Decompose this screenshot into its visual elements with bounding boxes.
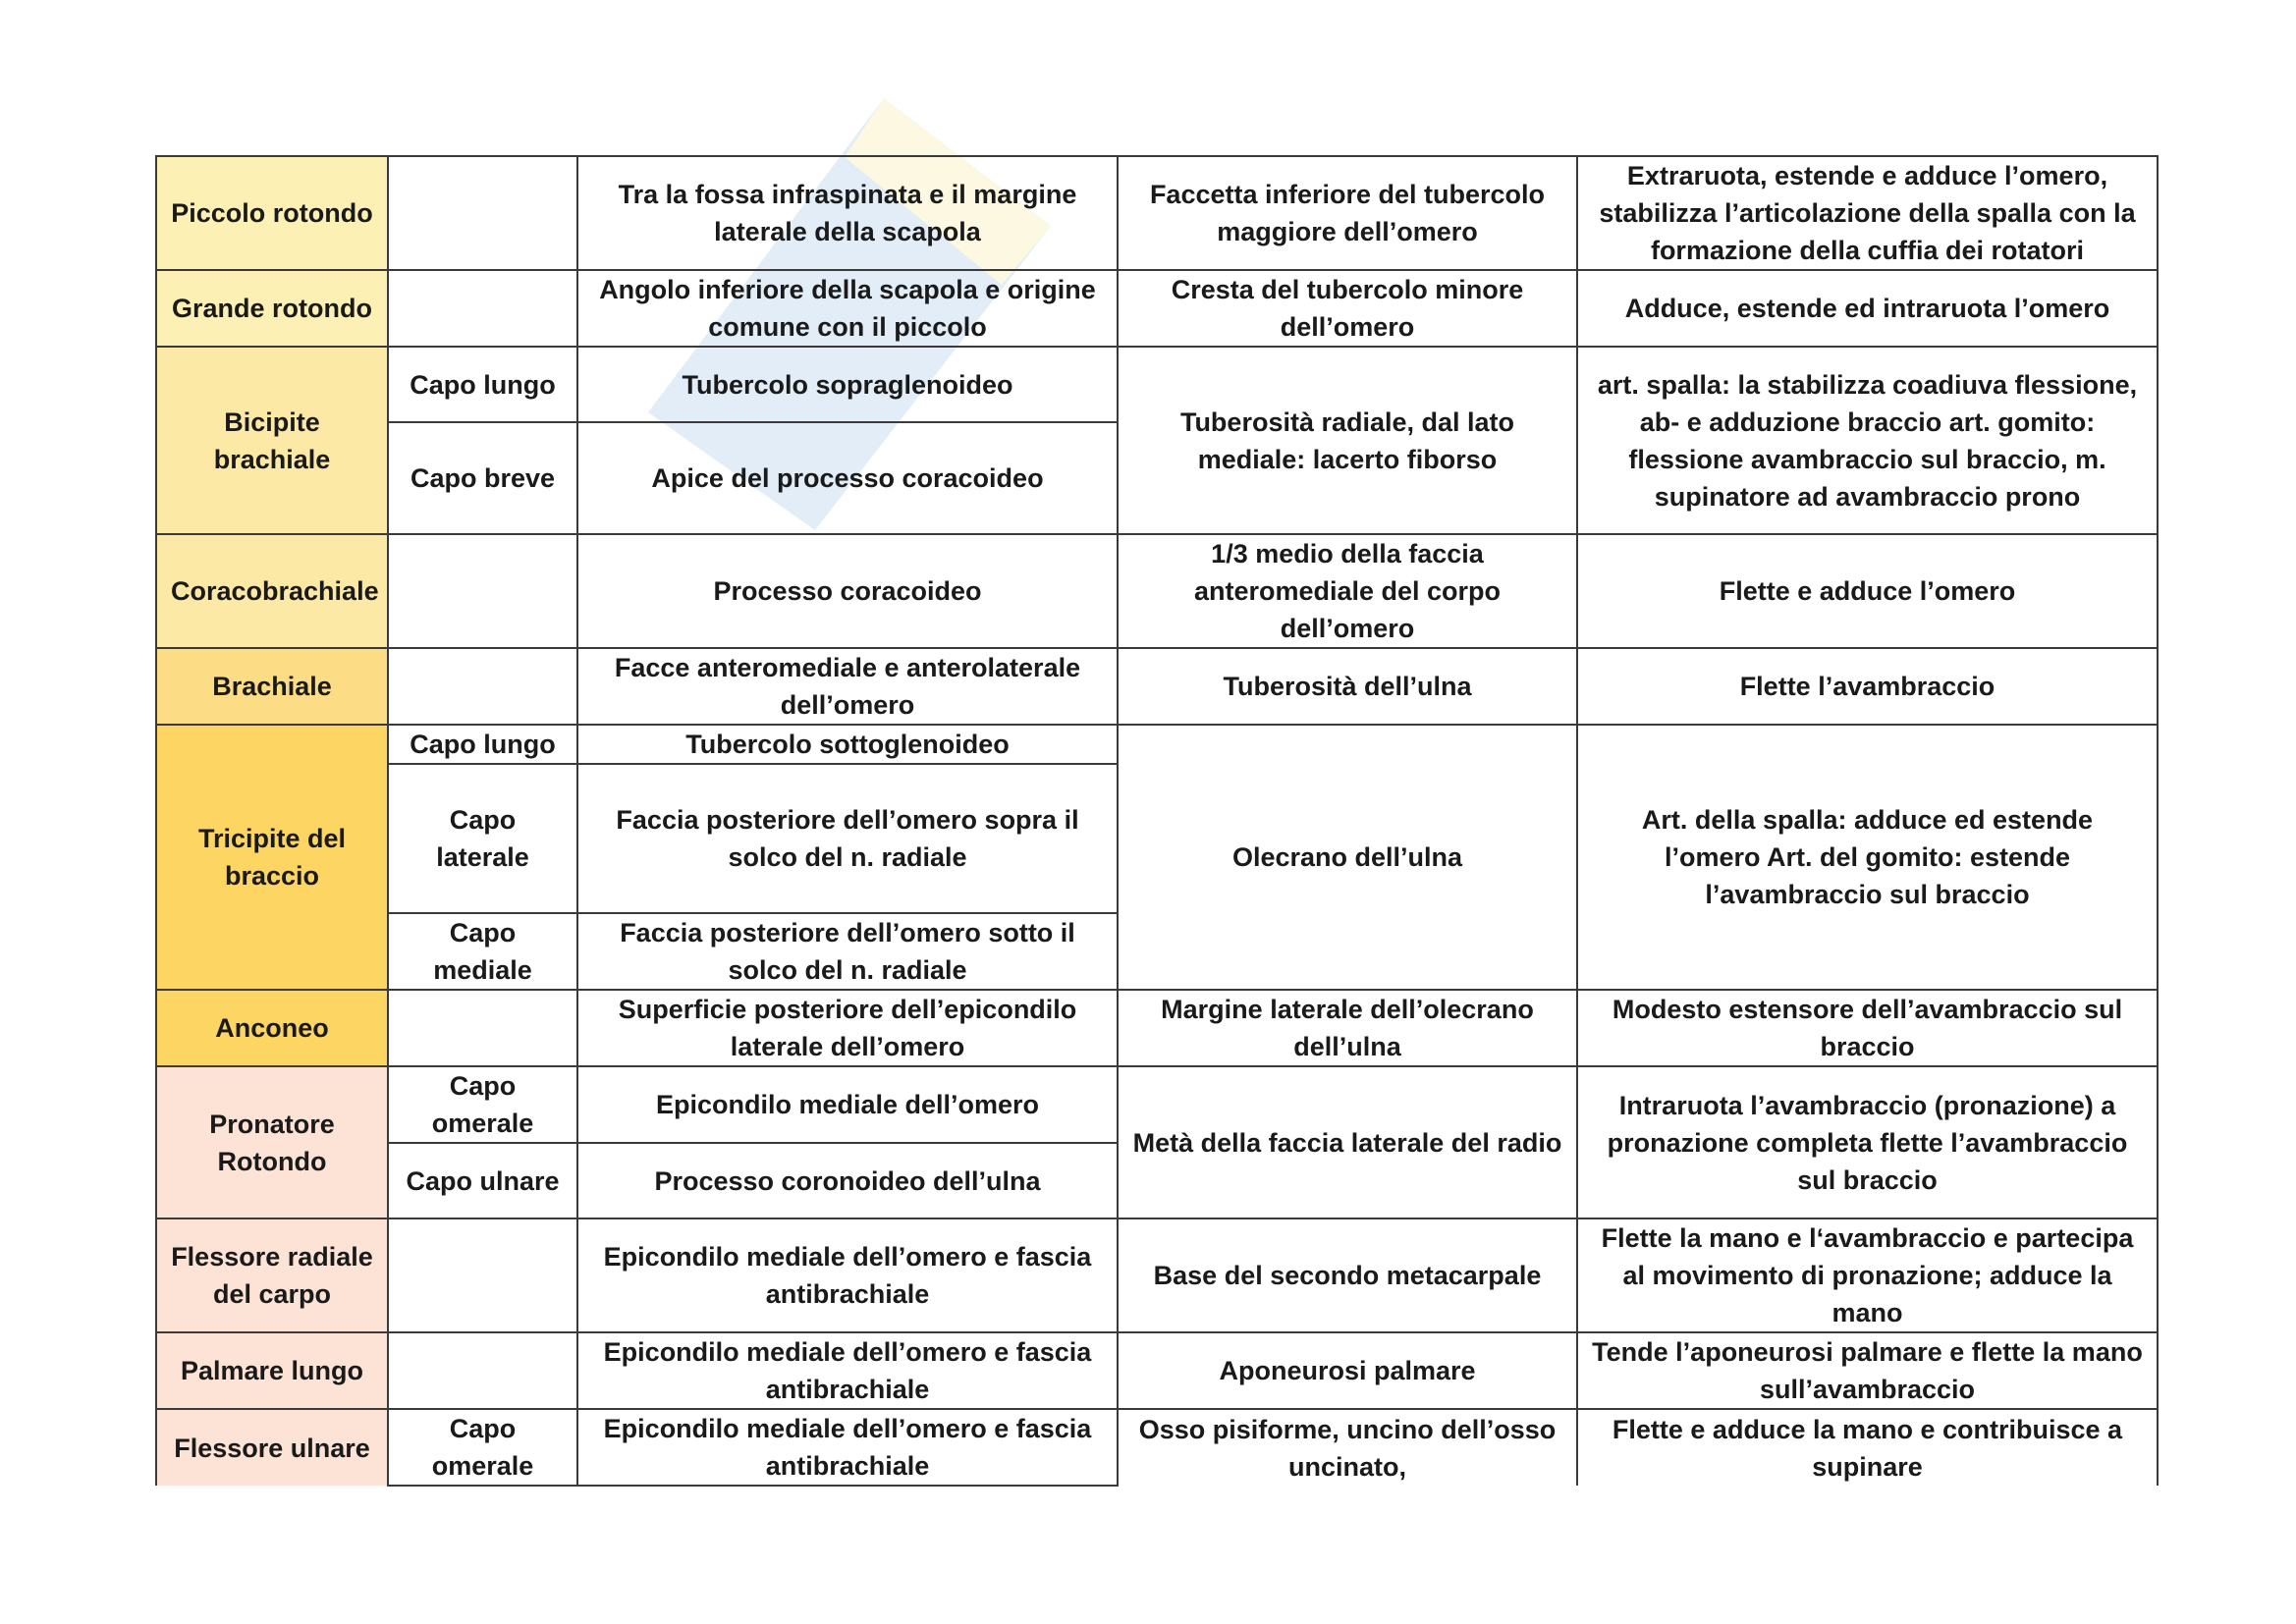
table-row: [156, 270, 2158, 347]
action-cell: Flette e adduce l’omero: [1577, 534, 2158, 648]
insertion-cell: Metà della faccia laterale del radio: [1118, 1066, 1577, 1218]
insertion-cell: Base del secondo metacarpale: [1118, 1218, 1577, 1332]
action-cell: Extraruota, estende e adduce l’omero, stabilizza l’articolazione della spalla con la formazione della cuffia dei rotatori: [1577, 156, 2158, 270]
action-cell: Tende l’aponeurosi palmare e flette la mano sull’avambraccio: [1577, 1332, 2158, 1409]
insertion-cell: Osso pisiforme, uncino dell’osso uncinato,: [1118, 1409, 1577, 1486]
origin-cell: Tra la fossa infraspinata e il margine laterale della scapola: [577, 156, 1118, 270]
muscle-head: [388, 270, 577, 347]
muscle-name: Anconeo: [156, 990, 388, 1066]
origin-cell: Superficie posteriore dell’epicondilo laterale dell’omero: [577, 990, 1118, 1066]
origin-cell: Processo coracoideo: [577, 534, 1118, 648]
action-cell: Flette e adduce la mano e contribuisce a supinare: [1577, 1409, 2158, 1486]
muscle-head: Capo breve: [388, 422, 577, 534]
insertion-cell: Faccetta inferiore del tubercolo maggiore dell’omero: [1118, 156, 1577, 270]
muscle-name: Palmare lungo: [156, 1332, 388, 1409]
action-cell: Art. della spalla: adduce ed estende l’omero Art. del gomito: estende l’avambraccio sul braccio: [1577, 725, 2158, 990]
insertion-cell: Margine laterale dell’olecrano dell’ulna: [1118, 990, 1577, 1066]
origin-cell: Tubercolo sopraglenoideo: [577, 347, 1118, 422]
table-row: [156, 648, 2158, 725]
muscle-head: Capo ulnare: [388, 1143, 577, 1218]
muscle-head: [388, 156, 577, 270]
insertion-cell: Cresta del tubercolo minore dell’omero: [1118, 270, 1577, 347]
origin-cell: Epicondilo mediale dell’omero: [577, 1066, 1118, 1143]
origin-cell: Faccia posteriore dell’omero sotto il solco del n. radiale: [577, 913, 1118, 990]
table-row: [156, 1409, 2158, 1486]
muscle-head: Capo lungo: [388, 347, 577, 422]
muscle-name: Flessore ulnare: [156, 1409, 388, 1486]
muscle-name: Coracobrachiale: [156, 534, 388, 648]
action-cell: Modesto estensore dell’avambraccio sul braccio: [1577, 990, 2158, 1066]
muscle-head: [388, 648, 577, 725]
muscle-head: Capo omerale: [388, 1066, 577, 1143]
origin-cell: Epicondilo mediale dell’omero e fascia antibrachiale: [577, 1218, 1118, 1332]
table-row: [156, 347, 2158, 422]
muscle-head: [388, 990, 577, 1066]
insertion-cell: Olecrano dell’ulna: [1118, 725, 1577, 990]
muscle-head: Capo omerale: [388, 1409, 577, 1486]
action-cell: Adduce, estende ed intraruota l’omero: [1577, 270, 2158, 347]
muscle-name: Bicipite brachiale: [156, 347, 388, 534]
origin-cell: Apice del processo coracoideo: [577, 422, 1118, 534]
action-cell: art. spalla: la stabilizza coadiuva flessione, ab- e adduzione braccio art. gomito: flessione avambraccio sul braccio, m. supinatore ad avambraccio prono: [1577, 347, 2158, 534]
table-row: [156, 1332, 2158, 1409]
muscle-head: [388, 1218, 577, 1332]
origin-cell: Processo coronoideo dell’ulna: [577, 1143, 1118, 1218]
insertion-cell: Tuberosità dell’ulna: [1118, 648, 1577, 725]
muscle-name: Flessore radiale del carpo: [156, 1218, 388, 1332]
insertion-cell: Aponeurosi palmare: [1118, 1332, 1577, 1409]
action-cell: Flette la mano e l‘avambraccio e partecipa al movimento di pronazione; adduce la mano: [1577, 1218, 2158, 1332]
muscle-head: [388, 534, 577, 648]
action-cell: Intraruota l’avambraccio (pronazione) a pronazione completa flette l’avambraccio sul braccio: [1577, 1066, 2158, 1218]
table-row: [156, 156, 2158, 270]
origin-cell: Facce anteromediale e anterolaterale dell’omero: [577, 648, 1118, 725]
muscle-name: Brachiale: [156, 648, 388, 725]
muscle-name: Piccolo rotondo: [156, 156, 388, 270]
muscle-name: Pronatore Rotondo: [156, 1066, 388, 1218]
insertion-cell: Tuberosità radiale, dal lato mediale: lacerto fiborso: [1118, 347, 1577, 534]
insertion-cell: 1/3 medio della faccia anteromediale del corpo dell’omero: [1118, 534, 1577, 648]
table-row: [156, 1066, 2158, 1143]
muscle-head: Capo lungo: [388, 725, 577, 764]
origin-cell: Angolo inferiore della scapola e origine comune con il piccolo: [577, 270, 1118, 347]
table-row: [156, 534, 2158, 648]
table-row: [156, 1218, 2158, 1332]
action-cell: Flette l’avambraccio: [1577, 648, 2158, 725]
origin-cell: Tubercolo sottoglenoideo: [577, 725, 1118, 764]
muscle-head: [388, 1332, 577, 1409]
muscle-name: Tricipite del braccio: [156, 725, 388, 990]
table-row: [156, 990, 2158, 1066]
origin-cell: Faccia posteriore dell’omero sopra il solco del n. radiale: [577, 764, 1118, 913]
origin-cell: Epicondilo mediale dell’omero e fascia antibrachiale: [577, 1409, 1118, 1486]
origin-cell: Epicondilo mediale dell’omero e fascia antibrachiale: [577, 1332, 1118, 1409]
muscle-head: Capo laterale: [388, 764, 577, 913]
table-row: [156, 725, 2158, 764]
muscle-table: [155, 155, 2159, 1487]
muscle-name: Grande rotondo: [156, 270, 388, 347]
muscle-head: Capo mediale: [388, 913, 577, 990]
